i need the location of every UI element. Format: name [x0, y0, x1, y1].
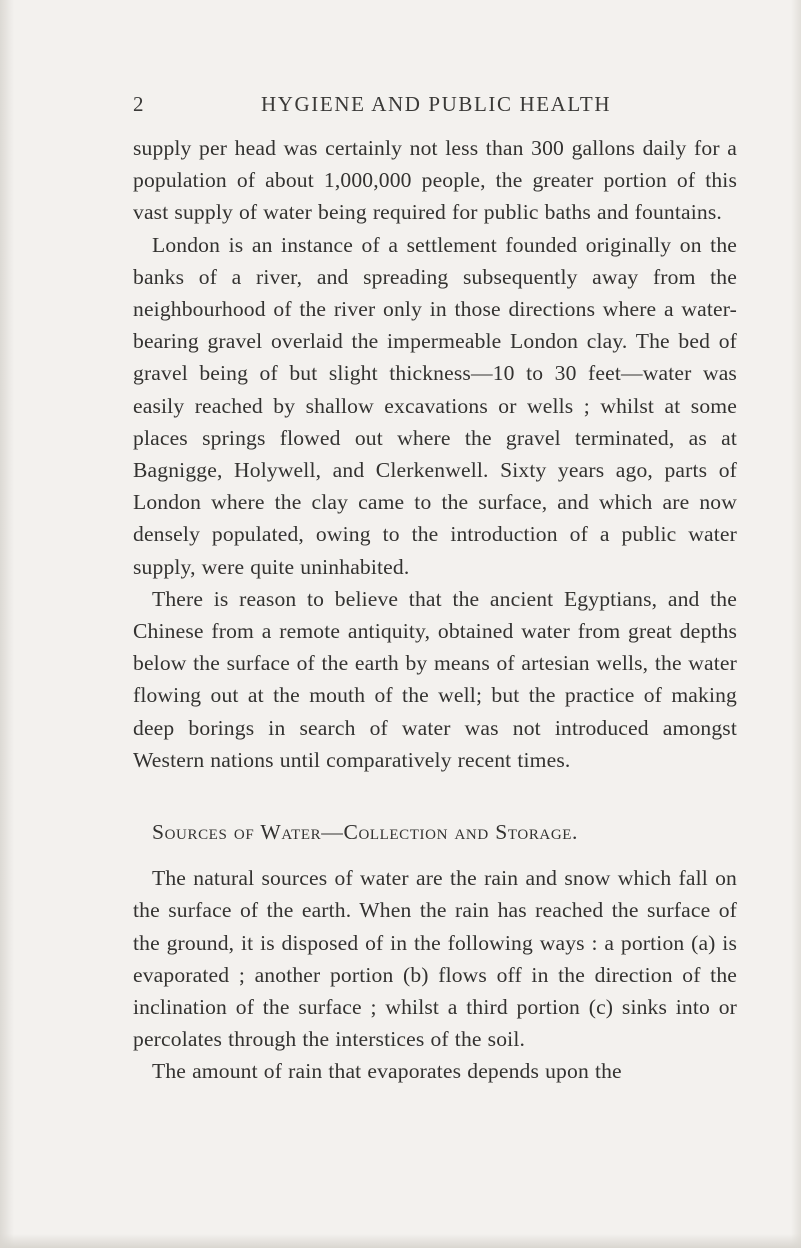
- body-text: [133, 132, 737, 1088]
- paragraph-1: supply per head was certainly not less than 300 gallons daily for a population of about 1,000,000 people, the greater portion of this vast supply of water being required for public baths and fountains.: [133, 136, 737, 225]
- page-number: 2: [133, 92, 146, 116]
- paragraph-2: London is an instance of a settlement founded originally on the banks of a river, and spreading subsequently away from the neighbourhood of the river only in those directions where a water-bearing gravel overlaid the impermeable London clay. The bed of gravel being of but slight thickness—10 to 30 feet—water was easily reached by shallow excavations or wells ; whilst at some places springs flowed out where the gravel terminated, as at Bagnigge, Holywell, and Clerkenwell. Sixty years ago, parts of London where the clay came to the surface, and which are now densely populated, owing to the introduction of a public water supply, were quite uninhabited.: [133, 232, 737, 579]
- running-title: HYGIENE AND PUBLIC HEALTH: [261, 92, 612, 116]
- paragraph-3: There is reason to believe that the ancient Egyptians, and the Chinese from a remote antiquity, obtained water from great depths below the surface of the earth by means of artesian wells, the water flowing out at the mouth of the well; but the practice of making deep borings in search of water was not introduced amongst Western nations until comparatively recent times.: [133, 586, 737, 772]
- page-edge-shadow-bottom: [0, 1234, 801, 1248]
- section-paragraph-1: The natural sources of water are the rain and snow which fall on the surface of the earth. When the rain has reached the surface of the ground, it is disposed of in the following ways : a portion (a) is evaporated ; another portion (b) flows off in the direction of the inclination of the surface ; whilst a third portion (c) sinks into or percolates through the interstices of the soil.: [133, 866, 737, 1052]
- section-paragraph-2: The amount of rain that evaporates depends upon the: [152, 1059, 622, 1084]
- section-heading: [152, 816, 737, 848]
- page-header: [133, 92, 737, 118]
- page-edge-shadow-right: [791, 0, 801, 1248]
- section-heading-text: Sources of Water—Collection and Storage.: [152, 820, 579, 845]
- page-edge-shadow-left: [0, 0, 14, 1248]
